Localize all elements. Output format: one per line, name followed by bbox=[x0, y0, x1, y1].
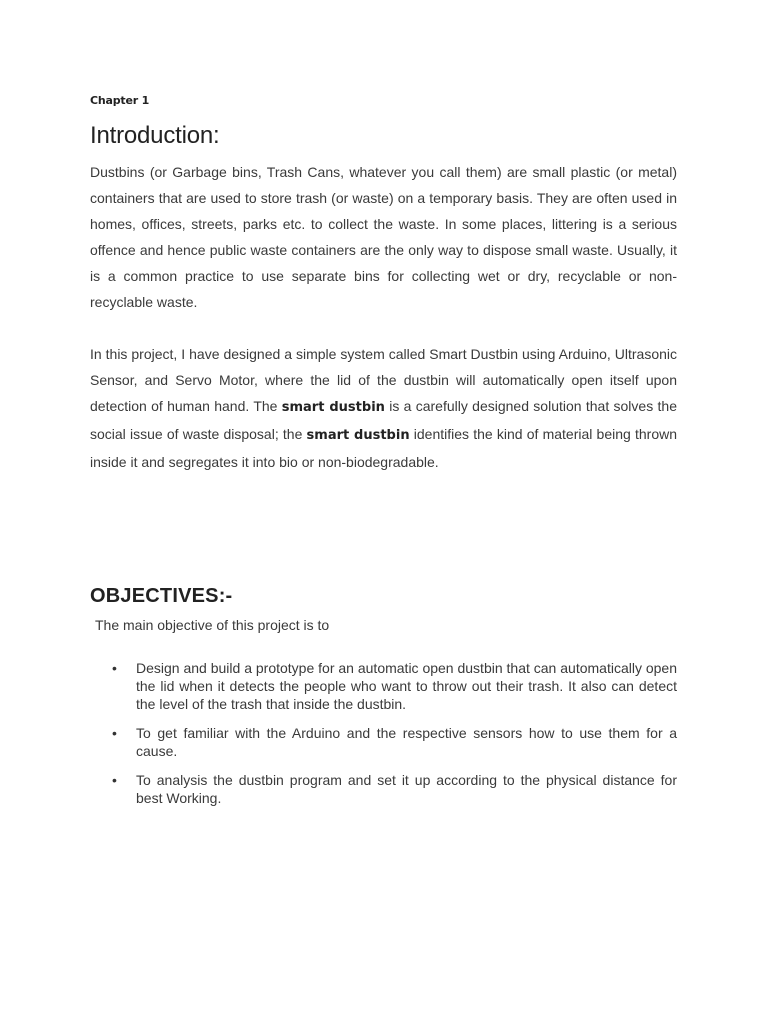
objective-item bbox=[90, 771, 677, 807]
objective-item-text: To get familiar with the Arduino and the respective sensors how to use them for a cause. bbox=[136, 725, 677, 759]
introduction-heading: Introduction: bbox=[90, 122, 220, 149]
paragraph-2-text-1: In this project, I have designed a simple system called Smart Dustbin using Arduino, Ultrasonic Sensor, and Servo Motor, where the lid of the dustbin will automatically open itself upon detection of human hand. The bbox=[90, 346, 677, 414]
objective-item-text: To analysis the dustbin program and set it up according to the physical distance for best Working. bbox=[136, 772, 677, 806]
introduction-paragraph-2 bbox=[90, 341, 677, 475]
bullet-icon: • bbox=[112, 725, 117, 741]
document-page bbox=[90, 0, 677, 1024]
introduction-paragraph-1: Dustbins (or Garbage bins, Trash Cans, whatever you call them) are small plastic (or metal) containers that are used to store trash (or waste) on a temporary basis. They are often used in homes, offices, streets, parks etc. to collect the waste. In some places, littering is a serious offence and hence public waste containers are the only way to dispose small waste. Usually, it is a common practice to use separate bins for collecting wet or dry, recyclable or non-recyclable waste. bbox=[90, 164, 677, 310]
objective-item bbox=[90, 724, 677, 760]
chapter-label: Chapter 1 bbox=[90, 94, 150, 107]
objectives-list bbox=[90, 659, 677, 818]
bullet-icon: • bbox=[112, 660, 117, 676]
objectives-heading: OBJECTIVES:- bbox=[90, 585, 233, 607]
paragraph-2-text-2: is a carefully designed solution that solves the social issue of waste disposal; the bbox=[90, 398, 677, 442]
objective-item-text: Design and build a prototype for an automatic open dustbin that can automatically open the lid when it detects the people who want to throw out their trash. It also can detect the level of the trash that inside the dustbin. bbox=[136, 660, 677, 712]
objectives-intro: The main objective of this project is to bbox=[95, 617, 330, 633]
objective-item bbox=[90, 659, 677, 713]
smart-dustbin-bold-1: smart dustbin bbox=[281, 400, 385, 415]
paragraph-2-text-3: identifies the kind of material being thrown inside it and segregates it into bio or non-biodegradable. bbox=[90, 426, 677, 470]
smart-dustbin-bold-2: smart dustbin bbox=[306, 428, 410, 443]
bullet-icon: • bbox=[112, 772, 117, 788]
